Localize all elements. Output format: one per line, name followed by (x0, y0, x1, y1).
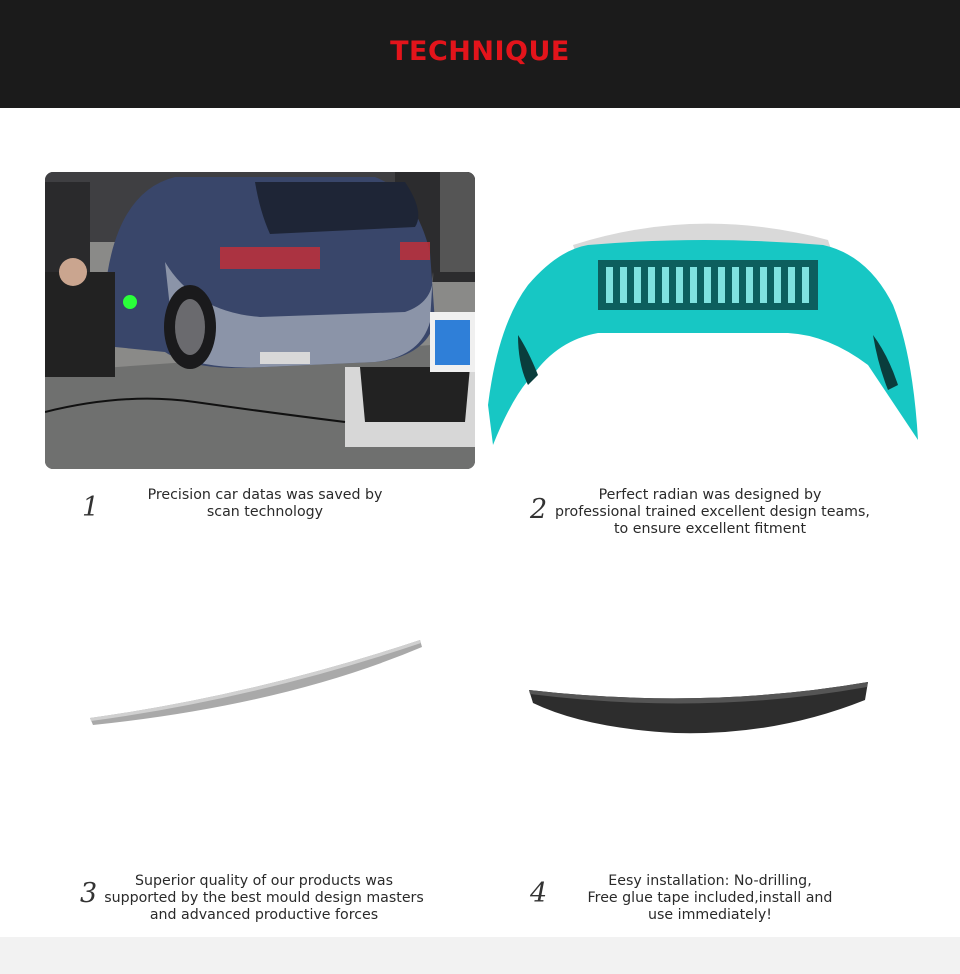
carbon-spoiler-image (525, 678, 875, 743)
step-number-4: 4 (530, 878, 548, 909)
car-scanning-photo (45, 172, 475, 469)
step-4-caption: Eesy installation: No-drilling, Free glue tape included,install and use immediately! (587, 873, 833, 923)
step-3-caption: Superior quality of our products was supported by the best mould design masters and advanced productive forces (104, 873, 424, 923)
step-number-3: 3 (80, 878, 98, 909)
step-1-caption: Precision car datas was saved by scan technology (147, 487, 383, 520)
raw-spoiler-image (85, 635, 430, 730)
step-number-2: 2 (530, 494, 548, 525)
step-2-caption: Perfect radian was designed by professional trained excellent design teams, to ensure excellent fitment (555, 487, 870, 537)
scan-model-image (488, 215, 920, 455)
page-title: TECHNIQUE (390, 36, 570, 67)
step-number-1: 1 (82, 492, 100, 523)
footer-band (0, 937, 960, 974)
page-header (0, 0, 960, 108)
